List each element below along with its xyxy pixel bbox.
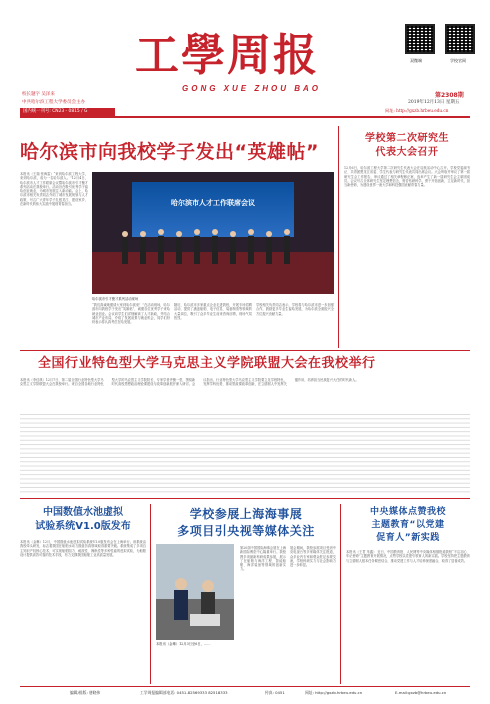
website-bar <box>20 116 470 118</box>
column-divider-3 <box>340 504 341 684</box>
sidebar-bottom-headline-2: 主题教育“以党建 <box>371 520 445 530</box>
footer-rule <box>20 686 470 687</box>
expo-body-a: 第20届中国国际海事会展在上海新国际博览中心隆重举行。我校携多项最新科研成果参展，展示了在船舶与海洋工程、智能船舶、海洋装备等领域的创新实力。 <box>240 546 286 572</box>
qr2-label: 学校官网 <box>450 58 466 63</box>
expo-body-b: 展会期间，我校参展项目受到中央电视台等多家媒体关注报道，众多业内专家和观众驻足参观交流，学校科研实力与社会影响力进一步彰显。 <box>290 546 336 568</box>
lead-body-col1: 本报讯（王瑞 张海雷）“来到哈尔滨工程大学，来到哈尔滨，成为一名哈尔滨人。”12月4日，哈尔滨市人才工作联席会议暨哈尔滨市引才聚才系列活动在我校举行。活动旨在吸引优秀学子留哈创业就业，为城市发展注入新动能。会上，哈尔滨市相关负责同志介绍了城市发展规划与人才政策，号召广大青年学子扎根龙江、建设家乡，在新时代的伟大实践中展现青春担当。 <box>20 172 88 207</box>
sidebar-bottom-body: 本报讯（王君 朱鑫） 近日，中国教育报、人民网等中央媒体相继报道我校“不忘初心、牢记使命”主题教育开展情况，点赞学校以党建引领育人的新实践。学校坚持把主题教育与立德树人根本任务紧密结合，推动党建工作与人才培养深度融合，取得了显著成效。 <box>346 550 470 563</box>
alliance-text-lines <box>20 414 470 494</box>
footer-site[interactable]: 网址: http://gxzb.hrbeu.edu.cn <box>305 690 363 695</box>
org-line-1: 校长题字 吴泽来 <box>22 92 55 97</box>
ship-headline-2: 试验系统V1.0版发布 <box>35 521 131 532</box>
ceremony-illustration <box>92 172 334 294</box>
ship-body: 本报讯（金琳）12月，中国数值水池虚拟试验系统V1.0版发布会在上海举行。该系统由我校牵头研发，标志着我国在船舶水动力数值仿真领域取得重要突破。系统集成了多项自主知识产权核心技术，可实现船舶阻力、耐波性、操纵性等多种性能的虚拟试验，为船舶设计提供高效可靠的技术手段，有力支撑我国船舶工业高质量发展。 <box>20 540 146 557</box>
expo-photo <box>156 544 234 640</box>
cn-number: 国内统一刊号: CN23 - 0815 / G <box>23 109 88 114</box>
cn-number-bar <box>20 108 115 116</box>
lead-body-col4: 学校相关负责同志表示，学校将与哈尔滨市进一步加强合作，鼓励更多毕业生留哈发展，为哈尔滨全面振兴全方位振兴贡献力量。 <box>256 303 334 316</box>
section-rule-2 <box>20 498 470 499</box>
sidebar-bottom <box>346 506 470 682</box>
masthead-pinyin: GONG XUE ZHOU BAO <box>182 84 322 93</box>
section-rule-1 <box>20 350 470 351</box>
lead-body-col2: “我们真诚地邀请大家到哈尔滨来！”在活动现场，哈尔滨市向我校学子发出“英雄帖”，诚邀各位优秀学子来哈就业创业。会议向学生们详细解读了人才新政，并结合城市产业布局，介绍了发展前景与就业机会，同学们纷纷表示将认真考虑在哈发展。 <box>92 303 170 325</box>
lead-headline: 哈尔滨市向我校学子发出“英雄帖” <box>20 141 319 163</box>
masthead-logo <box>135 30 335 82</box>
issue-date: 2019年12月13日 星期五 <box>408 100 460 105</box>
sidebar-top <box>344 126 470 348</box>
alliance-body: 本报讯（李佳琪）12月7日，第二届全国行业特色型大学马克思主义学院联盟大会在我校举行。来自全国各地行业特色型大学的马克思主义学院院长、专家学者齐聚一堂，围绕新时代高校思想政治理论课建设与改革创新展开深入研讨。会议指出，行业特色型大学马克思主义学院要立足学校特色，发挥学科优势，推动思政课改革创新，在立德树人中发挥关键作用，培养担当民族复兴大任的时代新人。 <box>20 378 359 387</box>
footer-email[interactable]: E-mail:gxzb@hrbeu.edu.cn <box>395 690 447 695</box>
qr1-label: 双微端 <box>410 58 422 63</box>
footer-fax: 传真: 0451 <box>265 690 285 695</box>
column-divider <box>338 126 339 348</box>
sidebar-top-headline-2: 代表大会召开 <box>375 147 439 158</box>
expo-headline-1: 学校参展上海海事展 <box>189 507 303 521</box>
expo-headline-2: 多项目引央视等媒体关注 <box>177 524 315 538</box>
masthead-title: 工學周报 <box>135 30 319 81</box>
lead-body-col3: 随后，哈尔滨市多家重点企业走进我校，开展专场招聘活动，提供了涵盖船舶、电子信息、装备制造等领域的大量岗位，吸引了众多毕业生前来咨询应聘，现场气氛热烈。 <box>174 303 252 320</box>
ship-headline-1: 中国数值水池虚拟 <box>43 507 123 518</box>
expo-illustration <box>156 544 234 640</box>
ship-article <box>20 506 146 682</box>
qr-code-site <box>445 24 475 54</box>
expo-article <box>156 506 336 682</box>
footer <box>20 689 470 699</box>
footer-editor: 编辑/排版: 唐晓伟 <box>70 690 101 695</box>
expo-caption: 本报讯（金琳）12月3日至6日，…… <box>156 642 211 646</box>
masthead <box>0 0 490 118</box>
lead-photo <box>92 172 334 294</box>
sidebar-top-headline-1: 学校第二次研究生 <box>365 133 449 144</box>
photo-banner: 哈尔滨市人才工作联席会议 <box>171 199 255 207</box>
issue-number: 第2308期 <box>435 92 464 99</box>
sidebar-top-body: 12月6日，哈尔滨工程大学第二次研究生代表大会在启航活动中心召开。学校党委副书记、共青团黑龙江省委、学生代表与研究生代表共同出席会议。大会听取并审议了第一届研究生会工作报告，审议通过了相关章程修正案，选举产生了新一届研究生会主席团成员。会议号召全体研究生坚定理想信念，刻苦钻研科学，勇于开拓创新，立足新时代，担当新使命，为建设世界一流大学和科技强国贡献青春力量。 <box>344 166 470 188</box>
sidebar-bottom-headline-1: 中央媒体点赞我校 <box>369 507 446 517</box>
sidebar-bottom-headline-3: 促育人”新实践 <box>376 533 440 543</box>
column-divider-2 <box>150 504 151 684</box>
footer-phone: 工学周报编辑部电话: 0451-82569333 82518333 <box>140 690 228 695</box>
qr-code-wechat <box>405 24 435 54</box>
website-link[interactable]: 网址: http://gxzb.hrbeu.edu.cn <box>385 108 449 113</box>
lead-photo-caption: 哈尔滨市引才聚才系列活动现场 <box>92 297 139 301</box>
alliance-headline: 全国行业特色型大学马克思主义学院联盟大会在我校举行 <box>38 356 376 371</box>
org-line-2: 中共哈尔滨工程大学委员会主办 <box>22 100 85 105</box>
